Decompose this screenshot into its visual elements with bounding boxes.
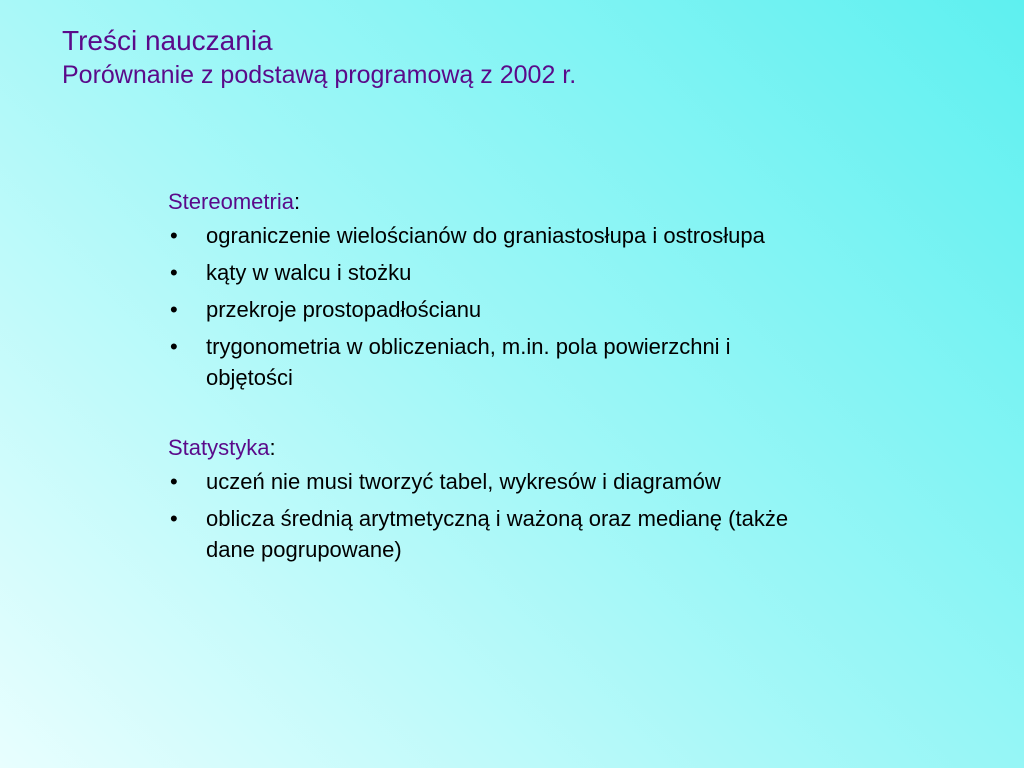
bullet-marker: • <box>170 223 178 248</box>
section-heading-label: Statystyka <box>168 435 270 460</box>
list-item <box>168 503 808 565</box>
bullet-marker: • <box>170 297 178 322</box>
list-item <box>168 294 808 325</box>
section-heading-label: Stereometria <box>168 189 294 214</box>
title-block <box>62 24 576 92</box>
list-item <box>168 220 808 251</box>
content-area <box>168 186 808 571</box>
list-item-text: ograniczenie wielościanów do graniastosłupa i ostrosłupa <box>206 223 765 248</box>
list-item-text: trygonometria w obliczeniach, m.in. pola powierzchni i objętości <box>206 334 731 390</box>
section-stereometria <box>168 186 808 393</box>
list-item <box>168 257 808 288</box>
section-statystyka <box>168 432 808 565</box>
bullet-marker: • <box>170 260 178 285</box>
section-heading-colon: : <box>269 435 276 460</box>
list-item-text: kąty w walcu i stożku <box>206 260 412 285</box>
section-heading <box>168 432 808 463</box>
list-item-text: przekroje prostopadłościanu <box>206 297 482 322</box>
list-item <box>168 466 808 497</box>
list-item-text: oblicza średnią arytmetyczną i ważoną oraz medianę (także dane pogrupowane) <box>206 506 789 562</box>
bullet-marker: • <box>170 506 178 531</box>
section-heading-colon: : <box>293 189 301 214</box>
section-heading <box>168 186 808 217</box>
bullet-marker: • <box>170 469 178 494</box>
list-item <box>168 331 808 393</box>
bullet-marker: • <box>170 334 178 359</box>
section-spacer <box>168 399 808 432</box>
bullet-list <box>168 220 808 393</box>
bullet-list <box>168 466 808 565</box>
slide-subtitle: Porównanie z podstawą programową z 2002 r. <box>62 61 577 89</box>
slide-title: Treści nauczania <box>62 25 273 56</box>
list-item-text: uczeń nie musi tworzyć tabel, wykresów i diagramów <box>206 469 721 494</box>
